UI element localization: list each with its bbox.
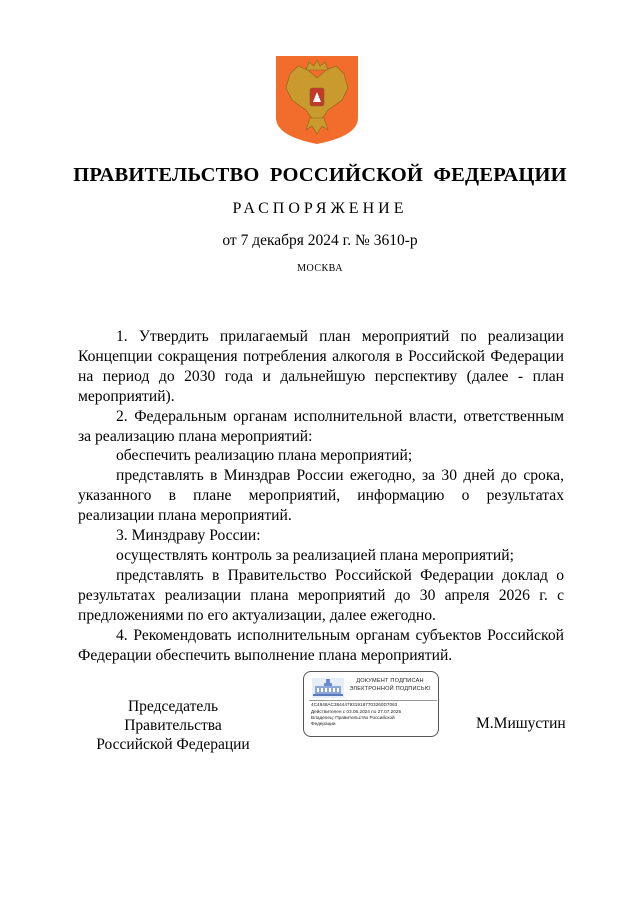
government-title: ПРАВИТЕЛЬСТВО РОССИЙСКОЙ ФЕДЕРАЦИИ xyxy=(73,164,567,186)
paragraph-3-item-1: осуществлять контроль за реализацией плана мероприятий; xyxy=(116,546,514,564)
stamp-owner-line2: Федерации xyxy=(311,721,336,726)
stamp-divider xyxy=(309,700,437,701)
paragraph-2-item-1: обеспечить реализацию плана мероприятий; xyxy=(116,447,413,465)
document-date-number: от 7 декабря 2024 г. № 3610-р xyxy=(222,232,418,249)
stamp-owner-line1: Владелец: Правительство Российской xyxy=(311,715,395,720)
paragraph-4: 4. Рекомендовать исполнительным органам субъектов Российской Федерации обеспечить выполнение плана мероприятий. xyxy=(78,626,564,664)
stamp-title-line2: ЭЛЕКТРОННОЙ ПОДПИСЬЮ xyxy=(349,685,431,692)
order-body xyxy=(78,327,564,665)
city: МОСКВА xyxy=(297,263,343,274)
stamp-title-line1: ДОКУМЕНТ ПОДПИСАН xyxy=(356,678,424,684)
document-type: РАСПОРЯЖЕНИЕ xyxy=(232,200,408,217)
signatory-position xyxy=(78,697,268,754)
stamp-validity: Действителен с 03.05.2024 по 27.07.2025 xyxy=(311,709,402,714)
russian-coat-of-arms-icon xyxy=(276,56,358,144)
signatory-position-line2: Российской Федерации xyxy=(96,736,250,753)
stamp-certificate: 4C4848AC3844479319187703260D7063 xyxy=(311,702,398,707)
paragraph-3-item-2: представлять в Правительство Российской Федерации доклад о результатах реализации плана мероприятий до 30 апреля 2026 г. с предложениями по его актуализации, далее ежегодно. xyxy=(78,566,564,624)
paragraph-1: 1. Утвердить прилагаемый план мероприятий по реализации Концепции сокращения потребления алкоголя в Российской Федерации на период до 2030 года и дальнейшую перспективу (далее - план мероприятий). xyxy=(78,328,564,405)
paragraph-3: 3. Минздраву России: xyxy=(116,527,261,545)
signatory-name: М.Мишустин xyxy=(476,715,566,732)
paragraph-2: 2. Федеральным органам исполнительной власти, ответственным за реализацию плана мероприятий: xyxy=(78,407,564,445)
paragraph-2-item-2: представлять в Минздрав России ежегодно, за 30 дней до срока, указанного в плане мероприятий, информацию о результатах реализации плана мероприятий. xyxy=(78,467,564,525)
electronic-signature-stamp xyxy=(303,671,439,737)
signatory-position-line1: Председатель Правительства xyxy=(124,698,222,734)
government-building-icon xyxy=(312,678,344,698)
stamp-title xyxy=(344,678,436,693)
